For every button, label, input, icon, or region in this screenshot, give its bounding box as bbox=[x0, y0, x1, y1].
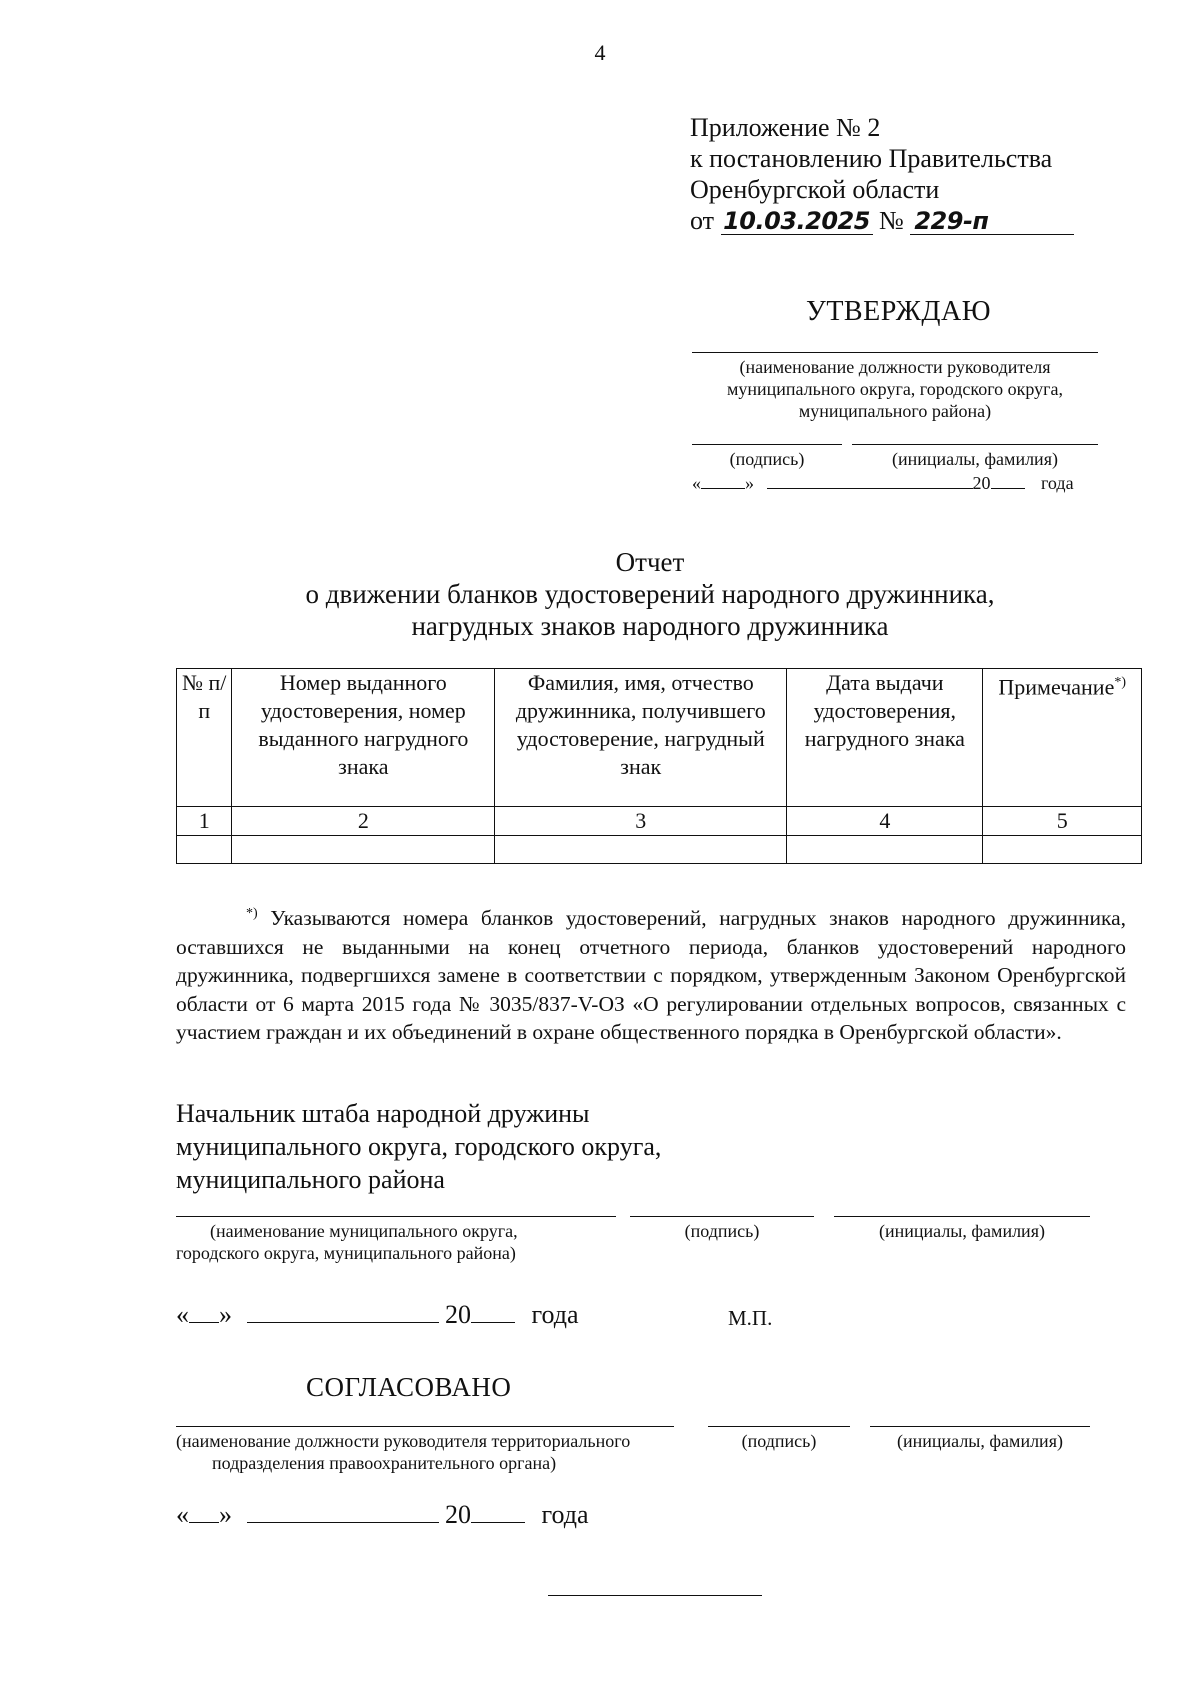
footnote bbox=[176, 900, 1126, 1047]
header-cell-certificate-number: Номер выданного удостоверения, номер выданного нагрудного знака bbox=[232, 669, 495, 807]
approve-quote-open: « bbox=[692, 473, 701, 493]
chief-signature-caption: (подпись) bbox=[684, 1221, 760, 1241]
annex-line-2: к постановлению Правительства bbox=[690, 144, 1053, 173]
annex-line-1: Приложение № 2 bbox=[690, 113, 881, 142]
agreed-year-suffix: года bbox=[541, 1500, 589, 1529]
table-numbers-row bbox=[177, 807, 1142, 836]
approve-year-suffix: года bbox=[1041, 473, 1074, 493]
table-cell bbox=[495, 836, 787, 864]
annex-line-3: Оренбургской области bbox=[690, 175, 940, 204]
report-title bbox=[0, 546, 1200, 642]
approve-signature-caption: (подпись) bbox=[729, 449, 805, 469]
header-note-mark: *) bbox=[1114, 675, 1127, 690]
chief-quote-open: « bbox=[176, 1300, 189, 1329]
report-table bbox=[176, 668, 1142, 864]
agreed-quote-close: » bbox=[219, 1500, 232, 1529]
header-cell-note bbox=[983, 669, 1142, 807]
agreed-position-caption-1: (наименование должности руководителя территориального bbox=[176, 1431, 631, 1451]
column-number-cell: 3 bbox=[495, 807, 787, 836]
agreed-date-line bbox=[176, 1500, 589, 1530]
chief-signature-line bbox=[630, 1216, 814, 1217]
agreed-name-caption: (инициалы, фамилия) bbox=[897, 1431, 1063, 1451]
header-note-label: Примечание bbox=[998, 674, 1115, 700]
end-rule bbox=[548, 1595, 762, 1596]
chief-line-2: муниципального округа, городского округа, bbox=[176, 1132, 662, 1161]
chief-municipality-caption-2: городского округа, муниципального района) bbox=[176, 1243, 516, 1263]
seal-label: М.П. bbox=[728, 1306, 773, 1330]
table-header-row bbox=[177, 669, 1142, 807]
column-number-cell: 5 bbox=[983, 807, 1142, 836]
approve-title: УТВЕРЖДАЮ bbox=[806, 296, 991, 327]
report-title-line-3: нагрудных знаков народного дружинника bbox=[411, 611, 889, 641]
header-cell-number: № п/п bbox=[177, 669, 232, 807]
agreed-year-blank bbox=[471, 1522, 525, 1523]
agreed-title: СОГЛАСОВАНО bbox=[306, 1372, 512, 1402]
footnote-text: Указываются номера бланков удостоверений, нагрудных знаков народного дружинника, оставшихся не выданными на конец отчетного периода, бланков удостоверений народного дружинника, подвергшихся замене в соответствии с порядком, утвержденным Законом Оренбургской области от 6 марта 2015 года № 3035/837-V-ОЗ «О регулировании отдельных вопросов, связанных с участием граждан и их объединений в охране общественного порядка в Оренбургской области». bbox=[176, 906, 1126, 1045]
approve-month-blank bbox=[767, 488, 973, 489]
chief-year-suffix: года bbox=[531, 1300, 579, 1329]
chief-line-1: Начальник штаба народной дружины bbox=[176, 1099, 590, 1128]
annex-from-label: от bbox=[690, 206, 715, 235]
chief-quote-close: » bbox=[219, 1300, 232, 1329]
agreed-name-line bbox=[870, 1426, 1090, 1427]
chief-day-blank bbox=[189, 1322, 219, 1323]
chief-year-prefix: 20 bbox=[445, 1300, 471, 1329]
chief-name-line bbox=[834, 1216, 1090, 1217]
agreed-signature-caption: (подпись) bbox=[741, 1431, 817, 1451]
approve-year-blank bbox=[991, 488, 1025, 489]
chief-municipality-line bbox=[176, 1216, 616, 1217]
annex-block bbox=[690, 112, 1074, 236]
approve-day-blank bbox=[701, 488, 745, 489]
agreed-year-prefix: 20 bbox=[445, 1500, 471, 1529]
page-number: 4 bbox=[594, 40, 606, 65]
table-cell bbox=[232, 836, 495, 864]
footnote-mark: *) bbox=[246, 906, 258, 921]
table-row bbox=[177, 836, 1142, 864]
agreed-quote-open: « bbox=[176, 1500, 189, 1529]
chief-date-line bbox=[176, 1300, 579, 1330]
chief-municipality-caption-1: (наименование муниципального округа, bbox=[210, 1221, 518, 1241]
agreed-day-blank bbox=[189, 1522, 219, 1523]
approve-date-line bbox=[692, 472, 1102, 494]
approve-position-caption: (наименование должности руководителя муниципального округа, городского округа, муниципального района) bbox=[726, 357, 1064, 421]
chief-month-blank bbox=[247, 1322, 439, 1323]
approve-position-line bbox=[692, 352, 1098, 353]
annex-date: 10.03.2025 bbox=[721, 208, 873, 235]
header-cell-full-name: Фамилия, имя, отчество дружинника, получившего удостоверение, нагрудный знак bbox=[495, 669, 787, 807]
agreed-position-line bbox=[176, 1426, 674, 1427]
agreed-position-caption-2: подразделения правоохранительного органа) bbox=[212, 1453, 557, 1473]
column-number-cell: 1 bbox=[177, 807, 232, 836]
report-title-line-2: о движении бланков удостоверений народного дружинника, bbox=[305, 579, 995, 609]
agreed-signature-line bbox=[708, 1426, 850, 1427]
chief-year-blank bbox=[471, 1322, 515, 1323]
approve-name-caption: (инициалы, фамилия) bbox=[892, 449, 1058, 469]
table-cell bbox=[983, 836, 1142, 864]
annex-number-label: № bbox=[879, 206, 904, 235]
chief-municipality-caption bbox=[176, 1220, 616, 1264]
report-title-line-1: Отчет bbox=[615, 547, 685, 577]
column-number-cell: 2 bbox=[232, 807, 495, 836]
chief-title bbox=[176, 1097, 661, 1196]
header-cell-issue-date: Дата выдачи удостоверения, нагрудного знака bbox=[787, 669, 983, 807]
agreed-position-caption bbox=[176, 1430, 696, 1474]
column-number-cell: 4 bbox=[787, 807, 983, 836]
table-cell bbox=[177, 836, 232, 864]
chief-line-3: муниципального района bbox=[176, 1165, 445, 1194]
chief-name-caption: (инициалы, фамилия) bbox=[879, 1221, 1045, 1241]
agreed-month-blank bbox=[247, 1522, 439, 1523]
approve-year-prefix: 20 bbox=[972, 473, 991, 493]
annex-date-number bbox=[690, 205, 1074, 236]
approve-quote-close: » bbox=[745, 473, 754, 493]
table-cell bbox=[787, 836, 983, 864]
approve-name-line bbox=[852, 444, 1098, 445]
approve-signature-line bbox=[692, 444, 842, 445]
annex-number: 229-п bbox=[910, 208, 1074, 235]
